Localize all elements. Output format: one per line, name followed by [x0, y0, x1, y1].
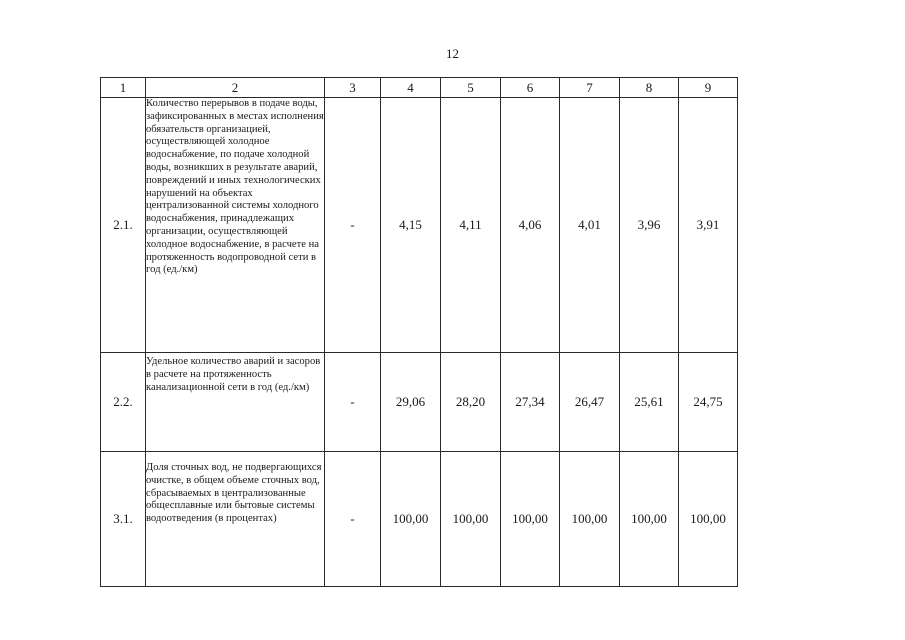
row-value: 28,20 — [441, 353, 501, 452]
table-row — [101, 353, 738, 452]
page-number: 12 — [446, 46, 459, 61]
row-description: Удельное количество аварий и засоров в расчете на протяженность канализационной сети в год (ед./км) — [146, 353, 325, 452]
row-value: 100,00 — [620, 452, 679, 587]
row-value: 24,75 — [679, 353, 738, 452]
row-value: 4,11 — [441, 98, 501, 353]
row-value: 4,01 — [560, 98, 620, 353]
row-description: Количество перерывов в подаче воды, зафиксированных в местах исполнения обязательств организацией, осуществляющей холодное водоснабжение, по подаче холодной воды, возникших в результате аварий, повреждений и иных технологических нарушений на объектах централизованной системы холодного водоснабжения, принадлежащих организации, осуществляющей холодное водоснабжение, в расчете на протяженность водопроводной сети в год (ед./км) — [146, 98, 325, 353]
table-header-row — [101, 78, 738, 98]
row-value: 100,00 — [441, 452, 501, 587]
row-value: 29,06 — [381, 353, 441, 452]
row-value: 100,00 — [501, 452, 560, 587]
column-header: 7 — [560, 78, 620, 98]
row-code: 2.1. — [101, 98, 146, 353]
column-header: 8 — [620, 78, 679, 98]
row-code: 2.2. — [101, 353, 146, 452]
column-header: 1 — [101, 78, 146, 98]
row-col3: - — [325, 353, 381, 452]
indicators-table — [100, 77, 738, 587]
column-header: 5 — [441, 78, 501, 98]
row-value: 3,96 — [620, 98, 679, 353]
column-header: 3 — [325, 78, 381, 98]
row-value: 26,47 — [560, 353, 620, 452]
row-value: 100,00 — [679, 452, 738, 587]
row-value: 3,91 — [679, 98, 738, 353]
row-value: 27,34 — [501, 353, 560, 452]
row-value: 100,00 — [381, 452, 441, 587]
column-header: 6 — [501, 78, 560, 98]
column-header: 4 — [381, 78, 441, 98]
row-col3: - — [325, 452, 381, 587]
row-value: 4,15 — [381, 98, 441, 353]
table-row — [101, 98, 738, 353]
row-description: Доля сточных вод, не подвергающихся очистке, в общем объеме сточных вод, сбрасываемых в централизованные общесплавные или бытовые системы водоотведения (в процентах) — [146, 452, 325, 587]
row-col3: - — [325, 98, 381, 353]
row-value: 100,00 — [560, 452, 620, 587]
row-code: 3.1. — [101, 452, 146, 587]
column-header: 9 — [679, 78, 738, 98]
column-header: 2 — [146, 78, 325, 98]
row-value: 25,61 — [620, 353, 679, 452]
table-row — [101, 452, 738, 587]
row-value: 4,06 — [501, 98, 560, 353]
